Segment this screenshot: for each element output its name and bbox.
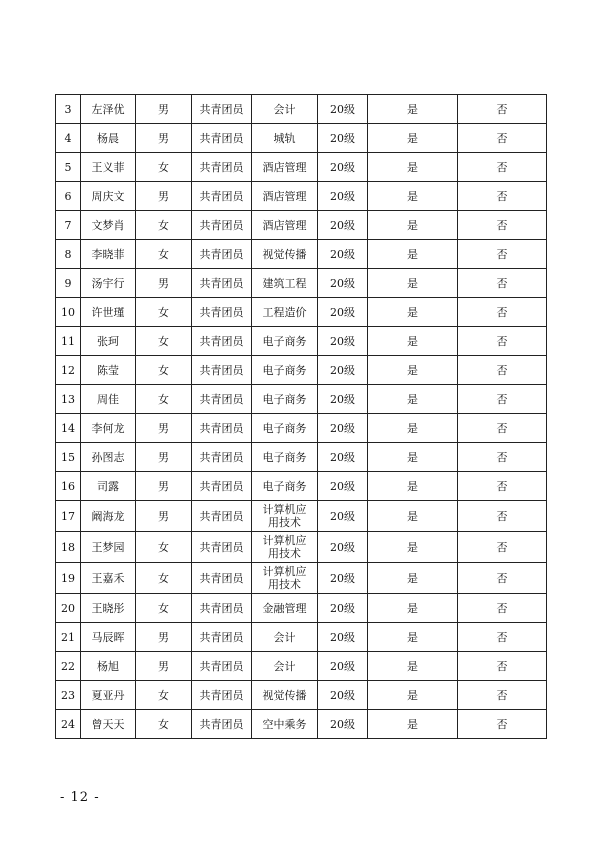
cell-grade: 20级 [318,124,368,153]
cell-student-name: 杨旭 [81,652,136,681]
cell-student-name: 司露 [81,472,136,501]
cell-value-yes: 是 [368,652,458,681]
cell-value-yes: 是 [368,594,458,623]
cell-value-no: 否 [458,710,547,739]
cell-major: 电子商务 [252,356,318,385]
cell-political-status: 共青团员 [192,472,252,501]
cell-student-name: 王义菲 [81,153,136,182]
cell-value-no: 否 [458,414,547,443]
cell-gender: 男 [136,95,192,124]
cell-grade: 20级 [318,356,368,385]
cell-student-name: 张珂 [81,327,136,356]
cell-grade: 20级 [318,623,368,652]
cell-student-name: 许世瑾 [81,298,136,327]
cell-grade: 20级 [318,594,368,623]
cell-grade: 20级 [318,563,368,594]
cell-gender: 女 [136,356,192,385]
cell-major: 工程造价 [252,298,318,327]
cell-row-index: 20 [56,594,81,623]
cell-row-index: 23 [56,681,81,710]
table-row [56,594,547,623]
table-row [56,356,547,385]
cell-political-status: 共青团员 [192,153,252,182]
cell-value-yes: 是 [368,710,458,739]
cell-row-index: 10 [56,298,81,327]
cell-value-yes: 是 [368,95,458,124]
cell-major: 计算机应用技术 [252,501,318,532]
cell-row-index: 14 [56,414,81,443]
cell-value-no: 否 [458,327,547,356]
cell-value-no: 否 [458,501,547,532]
cell-value-yes: 是 [368,443,458,472]
cell-political-status: 共青团员 [192,385,252,414]
cell-gender: 女 [136,710,192,739]
table-row [56,95,547,124]
cell-political-status: 共青团员 [192,240,252,269]
cell-major: 城轨 [252,124,318,153]
cell-row-index: 19 [56,563,81,594]
table-row [56,443,547,472]
cell-value-no: 否 [458,472,547,501]
cell-gender: 女 [136,211,192,240]
cell-gender: 女 [136,298,192,327]
cell-gender: 男 [136,623,192,652]
cell-student-name: 陈莹 [81,356,136,385]
cell-political-status: 共青团员 [192,269,252,298]
cell-major: 会计 [252,623,318,652]
cell-major: 电子商务 [252,472,318,501]
cell-political-status: 共青团员 [192,95,252,124]
cell-political-status: 共青团员 [192,623,252,652]
table-row [56,211,547,240]
cell-gender: 女 [136,153,192,182]
roster-body [56,95,547,739]
cell-value-yes: 是 [368,472,458,501]
cell-row-index: 22 [56,652,81,681]
cell-student-name: 李晓菲 [81,240,136,269]
cell-value-yes: 是 [368,327,458,356]
page-number: - 12 - [60,790,100,805]
table-row [56,414,547,443]
cell-value-yes: 是 [368,623,458,652]
cell-gender: 男 [136,501,192,532]
cell-value-no: 否 [458,385,547,414]
cell-grade: 20级 [318,211,368,240]
cell-row-index: 8 [56,240,81,269]
table-row [56,681,547,710]
cell-row-index: 3 [56,95,81,124]
cell-student-name: 王梦园 [81,532,136,563]
cell-row-index: 11 [56,327,81,356]
cell-grade: 20级 [318,472,368,501]
cell-gender: 男 [136,414,192,443]
cell-value-no: 否 [458,95,547,124]
table-row [56,153,547,182]
cell-value-no: 否 [458,681,547,710]
cell-row-index: 7 [56,211,81,240]
cell-value-yes: 是 [368,182,458,211]
cell-row-index: 5 [56,153,81,182]
table-row [56,182,547,211]
cell-gender: 男 [136,652,192,681]
cell-value-no: 否 [458,563,547,594]
cell-grade: 20级 [318,710,368,739]
table-row [56,385,547,414]
cell-value-no: 否 [458,153,547,182]
cell-value-yes: 是 [368,385,458,414]
cell-row-index: 18 [56,532,81,563]
table-row [56,623,547,652]
cell-row-index: 24 [56,710,81,739]
table-row [56,124,547,153]
cell-student-name: 马辰晖 [81,623,136,652]
cell-gender: 女 [136,681,192,710]
cell-gender: 女 [136,240,192,269]
cell-grade: 20级 [318,298,368,327]
cell-student-name: 汤宇行 [81,269,136,298]
cell-student-name: 夏亚丹 [81,681,136,710]
cell-major: 电子商务 [252,385,318,414]
cell-row-index: 15 [56,443,81,472]
cell-major: 会计 [252,652,318,681]
table-row [56,501,547,532]
cell-value-no: 否 [458,443,547,472]
cell-row-index: 16 [56,472,81,501]
cell-gender: 女 [136,385,192,414]
cell-value-yes: 是 [368,414,458,443]
cell-political-status: 共青团员 [192,124,252,153]
cell-value-yes: 是 [368,124,458,153]
cell-grade: 20级 [318,501,368,532]
cell-major: 计算机应用技术 [252,563,318,594]
cell-row-index: 4 [56,124,81,153]
cell-political-status: 共青团员 [192,443,252,472]
cell-row-index: 13 [56,385,81,414]
table-row [56,532,547,563]
table-row [56,240,547,269]
cell-value-no: 否 [458,182,547,211]
cell-political-status: 共青团员 [192,327,252,356]
cell-value-yes: 是 [368,681,458,710]
cell-major: 电子商务 [252,327,318,356]
cell-political-status: 共青团员 [192,652,252,681]
cell-political-status: 共青团员 [192,501,252,532]
cell-gender: 女 [136,594,192,623]
cell-student-name: 左泽优 [81,95,136,124]
cell-major: 视觉传播 [252,681,318,710]
cell-value-yes: 是 [368,356,458,385]
cell-student-name: 文梦肖 [81,211,136,240]
cell-political-status: 共青团员 [192,414,252,443]
cell-value-yes: 是 [368,501,458,532]
cell-political-status: 共青团员 [192,182,252,211]
cell-value-no: 否 [458,269,547,298]
student-roster-table [55,94,547,739]
cell-major: 建筑工程 [252,269,318,298]
cell-row-index: 21 [56,623,81,652]
cell-political-status: 共青团员 [192,710,252,739]
cell-student-name: 曾天天 [81,710,136,739]
cell-student-name: 周庆文 [81,182,136,211]
cell-value-yes: 是 [368,563,458,594]
cell-political-status: 共青团员 [192,594,252,623]
cell-major: 空中乘务 [252,710,318,739]
cell-grade: 20级 [318,95,368,124]
cell-major: 电子商务 [252,443,318,472]
table-row [56,298,547,327]
cell-gender: 男 [136,472,192,501]
cell-value-no: 否 [458,298,547,327]
table-row [56,472,547,501]
cell-gender: 女 [136,563,192,594]
cell-political-status: 共青团员 [192,563,252,594]
cell-grade: 20级 [318,182,368,211]
cell-political-status: 共青团员 [192,681,252,710]
cell-gender: 女 [136,532,192,563]
cell-student-name: 阚海龙 [81,501,136,532]
cell-value-yes: 是 [368,298,458,327]
table-row [56,563,547,594]
cell-political-status: 共青团员 [192,356,252,385]
cell-grade: 20级 [318,532,368,563]
table-row [56,327,547,356]
cell-grade: 20级 [318,681,368,710]
cell-major: 计算机应用技术 [252,532,318,563]
cell-student-name: 王晓彤 [81,594,136,623]
cell-major: 酒店管理 [252,182,318,211]
cell-value-yes: 是 [368,532,458,563]
cell-value-yes: 是 [368,240,458,269]
cell-political-status: 共青团员 [192,211,252,240]
cell-grade: 20级 [318,414,368,443]
cell-major: 酒店管理 [252,153,318,182]
cell-value-no: 否 [458,211,547,240]
cell-value-yes: 是 [368,153,458,182]
cell-grade: 20级 [318,153,368,182]
cell-value-no: 否 [458,652,547,681]
table-row [56,269,547,298]
cell-gender: 女 [136,327,192,356]
cell-political-status: 共青团员 [192,532,252,563]
cell-student-name: 王嘉禾 [81,563,136,594]
cell-gender: 男 [136,269,192,298]
cell-row-index: 9 [56,269,81,298]
cell-value-no: 否 [458,594,547,623]
cell-major: 电子商务 [252,414,318,443]
cell-grade: 20级 [318,385,368,414]
cell-political-status: 共青团员 [192,298,252,327]
cell-value-yes: 是 [368,269,458,298]
cell-student-name: 李何龙 [81,414,136,443]
cell-gender: 男 [136,124,192,153]
cell-major: 酒店管理 [252,211,318,240]
cell-value-no: 否 [458,356,547,385]
cell-row-index: 17 [56,501,81,532]
cell-major: 视觉传播 [252,240,318,269]
table-row [56,710,547,739]
cell-grade: 20级 [318,652,368,681]
cell-row-index: 12 [56,356,81,385]
cell-value-no: 否 [458,532,547,563]
cell-value-no: 否 [458,623,547,652]
cell-grade: 20级 [318,240,368,269]
cell-grade: 20级 [318,327,368,356]
cell-student-name: 孙图志 [81,443,136,472]
cell-student-name: 杨晨 [81,124,136,153]
cell-student-name: 周佳 [81,385,136,414]
cell-grade: 20级 [318,269,368,298]
cell-gender: 男 [136,182,192,211]
table-row [56,652,547,681]
cell-row-index: 6 [56,182,81,211]
cell-gender: 男 [136,443,192,472]
cell-value-yes: 是 [368,211,458,240]
cell-major: 金融管理 [252,594,318,623]
cell-value-no: 否 [458,124,547,153]
cell-major: 会计 [252,95,318,124]
cell-grade: 20级 [318,443,368,472]
cell-value-no: 否 [458,240,547,269]
